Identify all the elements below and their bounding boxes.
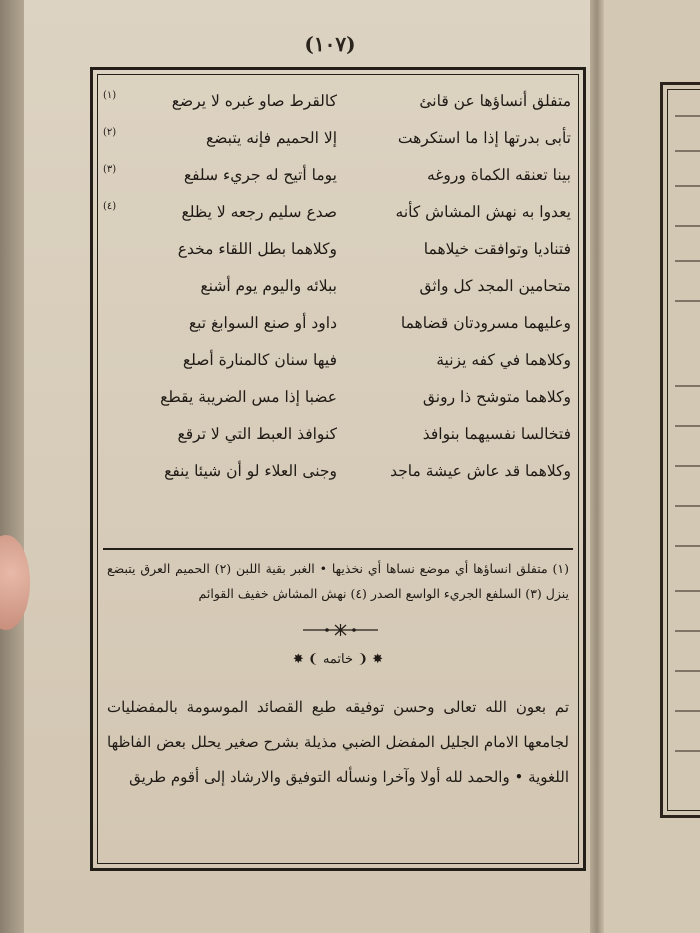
verse-first-hemistich: يعدوا به نهش المشاش كأنه (395, 202, 571, 221)
verse-first-hemistich: فتناديا وتوافقت خيلاهما (423, 239, 571, 258)
verse-line (103, 341, 571, 378)
verse-second-hemistich: عضبا إذا مس الضريبة يقطع (160, 387, 337, 406)
footnote-reference: (٢) (103, 127, 117, 138)
verse-first-hemistich: بينا تعنقه الكماة وروغه (426, 165, 571, 184)
star-ornament-icon: ❩ ✸ (292, 652, 323, 667)
footnotes: (١) متفلق انساؤها أي موضع نساها أي نخذيها • الغبر بقية اللبن (٢) الحميم العرق يتبضع ينزل (٣) السلفع الجريء الواسع الصدر (٤) نهش المشاش خفيف القوائم (107, 561, 570, 601)
verse-first-hemistich: متحامين المجد كل واثق (419, 276, 571, 295)
verse-line (103, 82, 571, 119)
verse-second-hemistich: كالقرط صاو غبره لا يرضع (171, 91, 337, 110)
verse-first-hemistich: فتخالسا نفسيهما بنوافذ (422, 424, 571, 443)
verse-line (103, 267, 571, 304)
verse-line (103, 452, 571, 489)
closing-paragraph: تم بعون الله تعالى وحسن توفيقه طبع القصائد الموسومة بالمفضليات لجامعها الامام الجليل المفضل الضبي مذيلة بشرح صغير يحلل بعض الفاظها اللغوية • والحمد لله أولا وآخرا ونسأله التوفيق والارشاد إلى أقوم طريق (107, 698, 569, 786)
footnote-reference: (١) (103, 90, 117, 101)
verse-second-hemistich: كنوافذ العبط التي لا ترقع (177, 424, 337, 443)
footnote-reference: (٤) (103, 201, 117, 212)
poem (103, 82, 571, 489)
section-title (93, 652, 583, 667)
verse-line (103, 156, 571, 193)
page-number: (١٠٧) (304, 32, 356, 56)
book-gutter (590, 0, 604, 933)
verse-first-hemistich: وكلاهما متوشح ذا رونق (422, 387, 571, 406)
facing-page-frame (660, 82, 700, 818)
verse-first-hemistich: متفلق أنساؤها عن قانئ (419, 91, 571, 110)
footnote-divider (103, 548, 573, 550)
verse-line (103, 119, 571, 156)
verse-line (103, 378, 571, 415)
verse-second-hemistich: يوما أتيح له جريء سلفع (183, 165, 337, 184)
verse-first-hemistich: وكلاهما في كفه يزنية (436, 350, 571, 369)
verse-first-hemistich: وعليهما مسرودتان قضاهما (400, 313, 571, 332)
verse-first-hemistich: تأبى بدرتها إذا ما استكرهت (397, 128, 571, 147)
ornament-divider (303, 624, 378, 636)
verse-second-hemistich: ببلائه واليوم يوم أشنع (200, 276, 337, 295)
verse-second-hemistich: وجنى العلاء لو أن شيئا ينفع (164, 461, 337, 480)
khatima-heading: خاتمه (322, 652, 354, 667)
verse-second-hemistich: وكلاهما بطل اللقاء مخدع (177, 239, 337, 258)
verse-line (103, 415, 571, 452)
verse-second-hemistich: إلا الحميم فإنه يتبضع (205, 128, 337, 147)
verse-second-hemistich: فيها سنان كالمنارة أصلع (182, 350, 337, 369)
verse-second-hemistich: صدع سليم رجعه لا يظلع (181, 202, 337, 221)
verse-first-hemistich: وكلاهما قد عاش عيشة ماجد (390, 461, 571, 480)
verse-line (103, 304, 571, 341)
footnote-reference: (٣) (103, 164, 117, 175)
verse-second-hemistich: داود أو صنع السوابغ تبع (188, 313, 337, 332)
star-ornament-icon: ✸ ❨ (353, 652, 384, 667)
verse-line (103, 230, 571, 267)
page-frame (90, 67, 586, 871)
verse-line (103, 193, 571, 230)
